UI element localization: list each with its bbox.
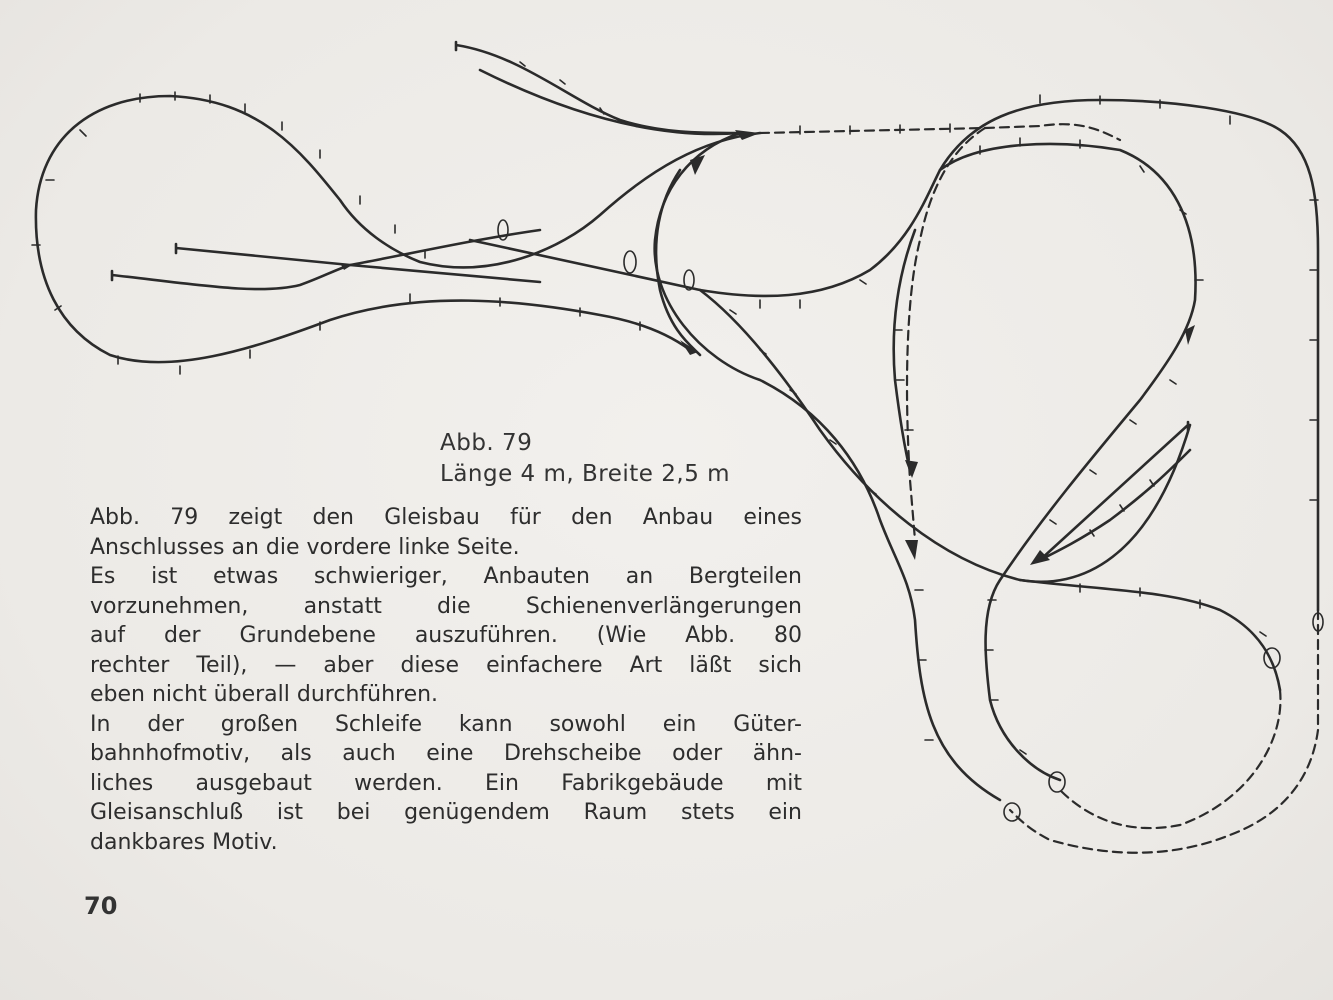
body-line: Gleisanschluß ist bei genügendem Raum stets ein [90, 800, 802, 825]
switch-frogs [340, 130, 1195, 565]
body-line: dankbares Motiv. [90, 829, 278, 855]
body-paragraph [90, 503, 802, 857]
body-line: Abb. 79 zeigt den Gleisbau für den Anbau eines [90, 505, 802, 530]
body-line: In der großen Schleife kann sowohl ein Güter- [90, 711, 802, 737]
body-line: auf der Grundebene auszuführen. (Wie Abb. 80 [90, 623, 802, 648]
right-inner-loop [940, 144, 1196, 780]
figure-label: Abb. 79 [440, 430, 533, 456]
body-line: bahnhofmotiv, als auch eine Drehscheibe oder ähn- [90, 741, 802, 766]
lower-right-circle [1020, 580, 1280, 690]
body-line: eben nicht überall durchführen. [90, 682, 439, 707]
page-number: 70 [84, 892, 118, 920]
body-line: liches ausgebaut werden. Ein Fabrikgebäude mit [90, 770, 802, 796]
body-line: rechter Teil), — aber diese einfachere Art läßt sich [90, 652, 802, 678]
right-branch-track [894, 230, 1190, 560]
left-loop-track [36, 42, 760, 362]
body-line: vorzunehmen, anstatt die Schienenverlängerungen [90, 593, 802, 619]
dashed-extension-tracks [760, 124, 1318, 853]
figure-dimensions: Länge 4 m, Breite 2,5 m [440, 461, 731, 487]
figure-caption [440, 428, 730, 490]
body-line: Anschlusses an die vordere linke Seite. [90, 534, 520, 560]
left-sidings [112, 230, 540, 289]
body-line: Es ist etwas schwieriger, Anbauten an Bergteilen [90, 564, 802, 589]
